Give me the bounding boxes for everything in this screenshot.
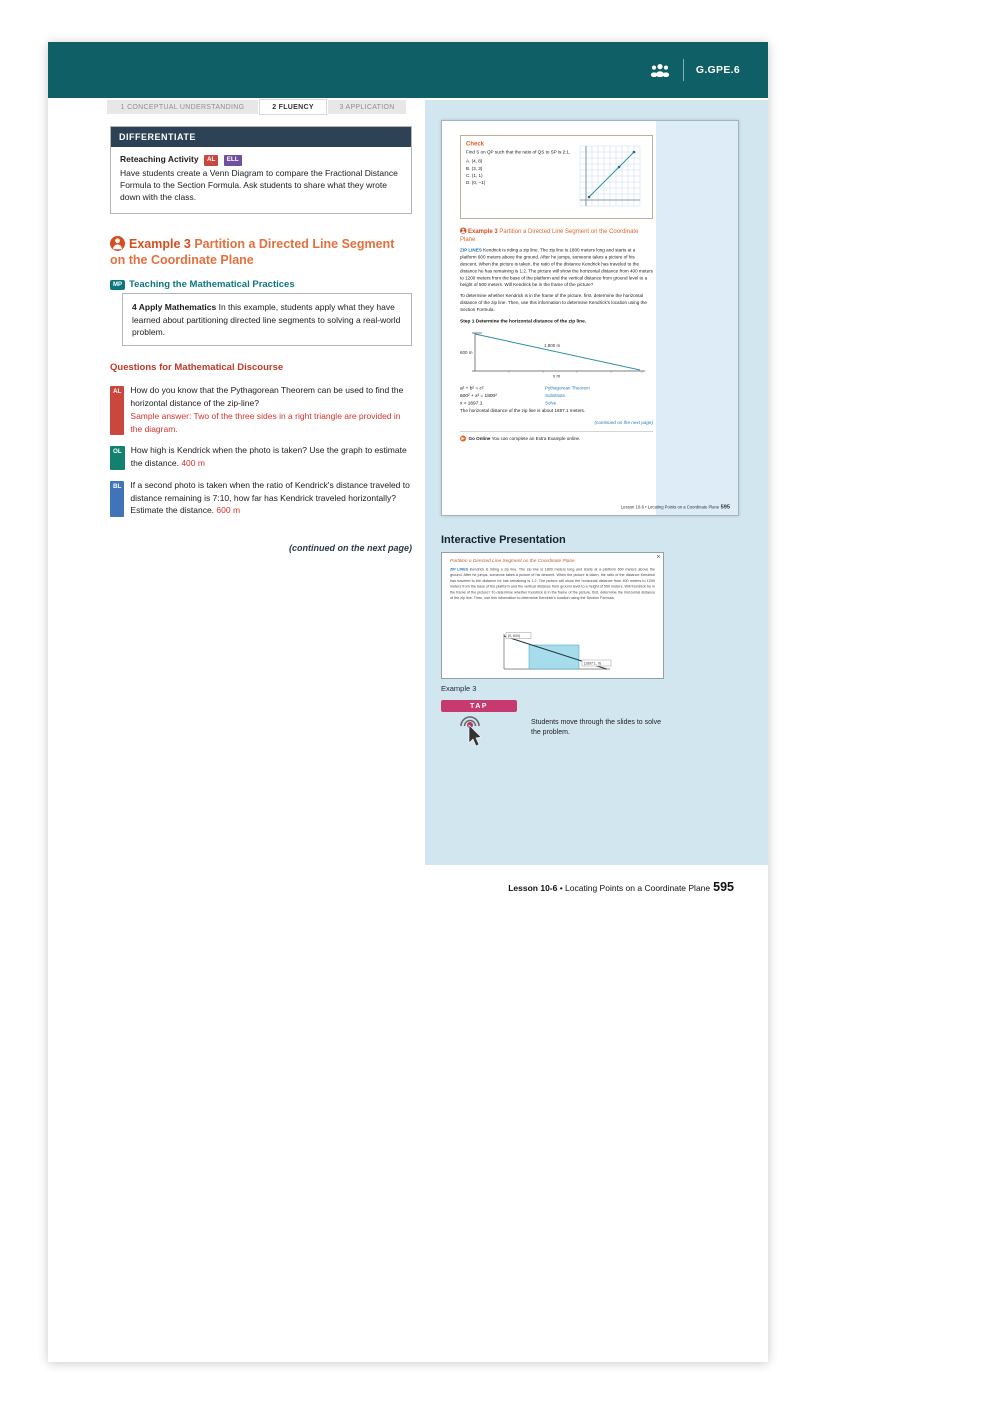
step1-heading: Step 1 Determine the horizontal distance of the zip line. [460,318,587,324]
check-choice-b: B. (3, 3) [466,165,483,171]
check-choice-a: A. (4, 8) [466,158,483,164]
sample-answer: 400 m [181,458,205,468]
go-online-icon: ▶ [461,436,465,441]
conclusion-sentence: The horizontal distance of the zip line is about 1697.1 meters. [460,407,586,413]
question-text-block [131,444,412,470]
equation: a² + b² = c² [460,385,484,391]
approach-paragraph: To determine whether Kendrick is in the frame of the picture, first, determine the horizontal distance of the zip line. Then, use this information to determine Kendrick's location using the Section Formula. [460,293,647,312]
slide-title: Partition a Directed Line Segment on the Coordinate Plane [450,558,575,564]
student-page-footer [621,504,730,510]
level-badge-bl: BL [110,481,124,517]
divider [460,431,653,432]
close-icon[interactable]: × [656,552,661,561]
equation-note: Substitute. [545,392,567,398]
go-online-text: Go Online You can complete an Extra Example online. [468,435,581,441]
student-example-content [460,227,653,441]
check-choice-d: D. (0, −1) [466,180,486,186]
tap-label: TAP [441,700,517,712]
slide-caption: Example 3 [441,684,477,693]
question-text: How high is Kendrick when the photo is taken? Use the graph to estimate the distance. [130,445,407,468]
sample-answer: 600 m [216,505,241,516]
student-continued-note: (continued on the next page) [594,419,653,425]
question-text-block [130,384,412,435]
work-row [460,393,653,399]
differentiate-box [110,126,412,214]
check-coordinate-graph [574,143,646,209]
tab-conceptual-understanding[interactable]: 1 CONCEPTUAL UNDERSTANDING [107,100,258,114]
slide-topic: ZIP LINES [450,567,469,572]
work-row [460,400,653,406]
discourse-question-al [110,384,412,435]
slide-problem-text: Kendrick is riding a zip line. The zip line is 1800 meters long and starts at a platform 600 meters above the ground. After he jumps, someone takes a picture of his descent. When the picture is taken, the ratio of the distance Kendrick has traveled to the distance he has remaining is 1:2. The picture will show the horizontal distance from 400 meters to 1200 meters from the base of the platform and the vertical distance from ground level to a height of 500 meters. Will Kendrick be in the frame of the picture? [450,567,655,595]
equation: x ≈ 1697.1 [460,400,483,406]
reteaching-activity-row [120,154,402,166]
level-badge-ell: ELL [224,155,242,166]
discourse-questions [110,384,412,517]
teaching-practices-title: Teaching the Mathematical Practices [129,279,295,291]
diagram-vertical-label: 600 m [460,349,473,355]
question-text-block [130,479,412,517]
discourse-question-bl [110,479,412,517]
lesson-footer [508,880,734,894]
slide-body-text [450,567,655,623]
tab-fluency[interactable]: 2 FLUENCY [260,100,326,114]
pythagorean-work [460,385,653,406]
lesson-title: • Locating Points on a Coordinate Plane [557,883,711,893]
equation-note: Solve. [545,400,558,406]
interactive-slide-preview[interactable] [441,552,664,679]
slide-graph-start-label: (0, 600) [508,634,521,638]
page-number: 595 [713,880,734,894]
level-badge-al: AL [110,386,124,435]
zip-line-diagram [460,327,650,379]
differentiate-body [111,147,411,213]
tap-gesture-icon [455,714,485,748]
reteaching-activity-label: Reteaching Activity [120,154,199,164]
left-column [110,126,412,553]
student-example-title: Partition a Directed Line Segment on the Coordinate Plane [460,227,639,243]
example3-title: Partition a Directed Line Segment on the Coordinate Plane [110,236,395,268]
zip-lines-problem-text: Kendrick is riding a zip line. The zip line is 1800 meters long and starts at a platform 600 meters above the ground. After he jumps, someone takes a picture of his descent. When the picture is taken, the ratio of the distance Kendrick has traveled to the distance he has remaining is 1:2. The picture will show the horizontal distance from 400 meters to 1200 meters from the base of the platform and the vertical distance from ground level to a height of 500 meters. Will Kendrick be in the frame of the picture? [460,247,653,288]
student-example-heading [460,227,653,243]
level-badge-al: AL [204,155,218,166]
example3-heading [110,236,412,270]
mp-icon: MP [110,280,125,290]
apply-mathematics-label: 4 Apply Mathematics [132,302,217,313]
interactive-presentation-title: Interactive Presentation [441,534,566,546]
check-choice-c: C. (1, 1) [466,172,483,178]
question-text: If a second photo is taken when the ratio of Kendrick's distance traveled to distance remaining is 7:10, how far has Kendrick traveled horizontally? Estimate the distance. [130,479,410,516]
slide-graph-end-label: (1697.1, 0) [584,661,601,666]
pillar-tabs [107,100,406,114]
work-row [460,385,653,391]
level-badge-ol: OL [110,446,125,470]
student-page-preview [441,120,739,516]
tab-application[interactable]: 3 APPLICATION [328,100,406,114]
student-page-number: 595 [720,504,730,510]
teaching-practices-row [110,279,412,290]
teachers-group-icon[interactable] [649,63,671,77]
discourse-title: Questions for Mathematical Discourse [110,362,284,374]
student-example-label: Example 3 [468,227,498,235]
interactive-presentation-note: Students move through the slides to solve the problem. [531,719,661,737]
equation: 600² + x² = 1800² [460,392,497,399]
check-box [460,135,653,219]
standards-header [48,42,768,98]
equation-note: Pythagorean Theorem [545,385,590,391]
continued-note: (continued on the next page) [289,543,412,553]
lesson-number: Lesson 10-6 [508,883,558,893]
diagram-hypotenuse-label: 1,800 m [544,342,561,348]
differentiate-title: DIFFERENTIATE [111,127,411,147]
reteaching-activity-text: Have students create a Venn Diagram to compare the Fractional Distance Formula to the Section Formula. Ask students to share what they wrote down with the class. [120,167,398,202]
sample-answer: Sample answer: Two of the three sides in a right triangle are provided in the diagram. [130,410,401,434]
diagram-horizontal-label: x m [553,373,561,379]
student-page-margin-column [656,121,738,515]
check-title: Check [466,140,485,147]
zip-lines-topic: ZIP LINES [460,247,482,253]
teacher-edition-page [48,42,768,1362]
teaching-practices-box [122,293,412,346]
example-interactive-icon [460,228,467,235]
discourse-question-ol [110,444,412,470]
example-interactive-icon [110,236,125,251]
header-divider [683,59,684,81]
question-text: How do you know that the Pythagorean Theorem can be used to find the horizontal distance of the zip-line? [130,385,404,408]
student-edition-panel [425,100,768,865]
student-footer-text: Lesson 10-6 • Locating Points on a Coordinate Plane [620,504,720,510]
example3-label: Example 3 [129,236,191,251]
slide-approach-text: To determine whether Kendrick is in the frame of the picture, first, determine the horizontal distance of the zip line. Then, use this information to determine Kendrick's location using the Section Formula. [450,589,655,601]
slide-graph [494,631,614,675]
apply-mathematics-text: In this example, students apply what they have learned about partitioning directed line segments to solving a real-world problem. [132,302,401,337]
go-online-row [460,435,653,441]
zip-lines-problem [460,247,653,288]
standard-code: G.GPE.6 [695,64,740,76]
check-question: Find S on QP such that the ratio of QS to SP is 2:1. [466,149,571,155]
